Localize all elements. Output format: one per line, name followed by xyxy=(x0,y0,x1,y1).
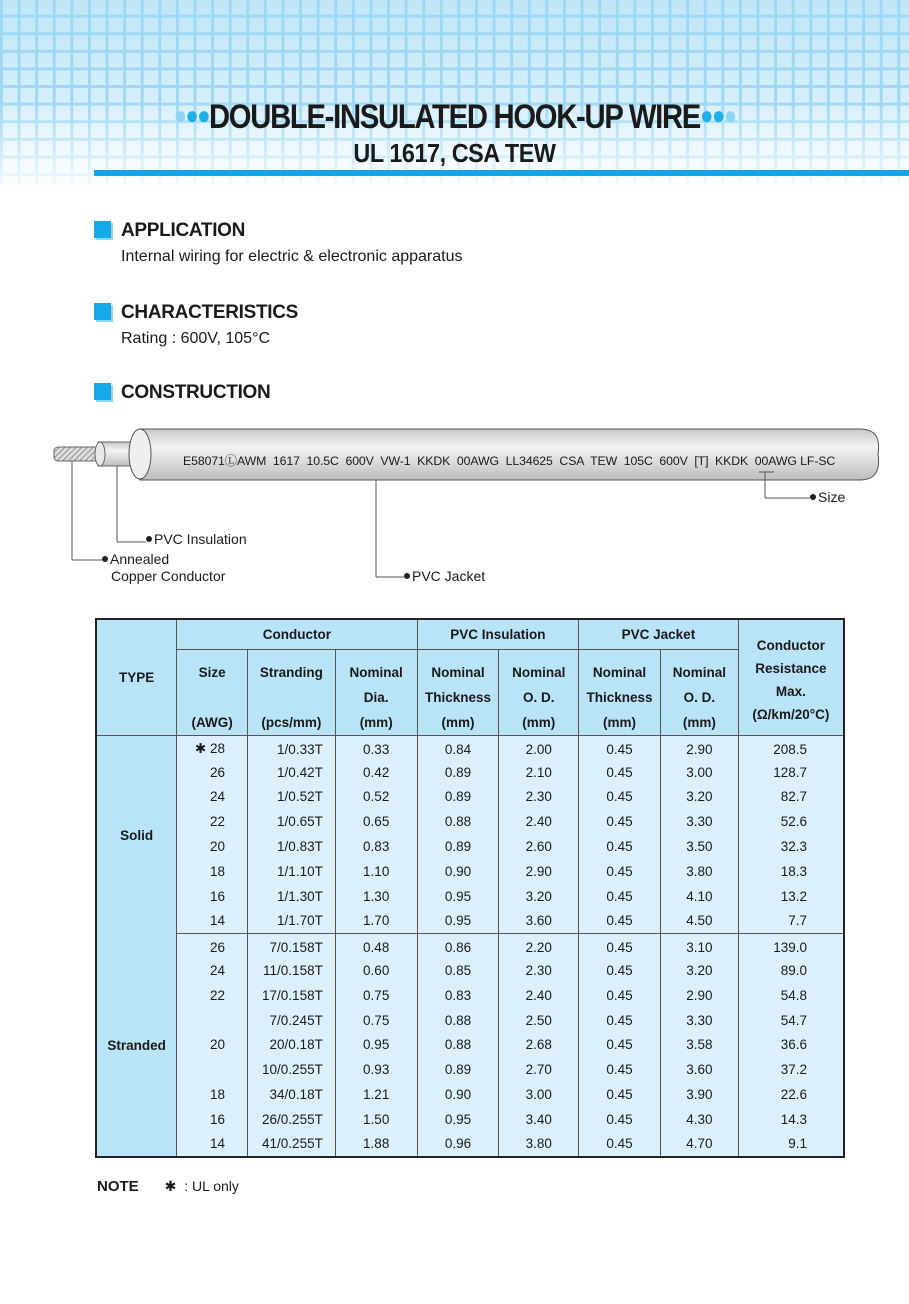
stranding-cell: 7/0.245T xyxy=(247,1008,335,1033)
resistance-cell: 13.2 xyxy=(738,884,844,909)
type-cell: Solid xyxy=(96,735,177,933)
size-cell: 26 xyxy=(177,933,248,958)
jac-od-cell: 3.00 xyxy=(660,760,738,785)
nominal-dia-cell: 0.42 xyxy=(335,760,417,785)
jac-thickness-cell: 0.45 xyxy=(579,933,661,958)
note-label: NOTE xyxy=(97,1178,139,1195)
resistance-cell: 22.6 xyxy=(738,1082,844,1107)
table-row xyxy=(96,884,844,909)
asterisk-icon: ✱ xyxy=(164,1178,177,1194)
nominal-dia-cell: 0.93 xyxy=(335,1057,417,1082)
size-cell: 20 xyxy=(177,834,248,859)
jac-od-cell: 3.58 xyxy=(660,1033,738,1058)
jac-od-cell: 3.90 xyxy=(660,1082,738,1107)
ins-thickness-cell: 0.95 xyxy=(417,884,499,909)
header-stranding: Stranding (pcs/mm) xyxy=(247,649,335,735)
size-cell: 22 xyxy=(177,809,248,834)
table-row xyxy=(96,909,844,934)
cable-diagram xyxy=(40,415,909,595)
pvc-jacket-label: PVC Jacket xyxy=(404,568,485,584)
size-cell xyxy=(177,1057,248,1082)
header-pvc-insulation: PVC Insulation xyxy=(417,619,579,649)
resistance-cell: 54.7 xyxy=(738,1008,844,1033)
characteristics-section xyxy=(94,302,298,348)
header-rule xyxy=(94,170,909,176)
ins-od-cell: 2.50 xyxy=(499,1008,579,1033)
nominal-dia-cell: 1.50 xyxy=(335,1107,417,1132)
table-row xyxy=(96,785,844,810)
ins-thickness-cell: 0.88 xyxy=(417,1033,499,1058)
size-cell: 24 xyxy=(177,785,248,810)
application-text: Internal wiring for electric & electronic apparatus xyxy=(121,248,463,265)
stranding-cell: 1/0.65T xyxy=(247,809,335,834)
stranding-cell: 7/0.158T xyxy=(247,933,335,958)
jac-thickness-cell: 0.45 xyxy=(579,983,661,1008)
table-row xyxy=(96,983,844,1008)
header-size: Size (AWG) xyxy=(177,649,248,735)
square-bullet-icon xyxy=(94,221,111,238)
jac-od-cell: 3.10 xyxy=(660,933,738,958)
square-bullet-icon xyxy=(94,303,111,320)
jac-od-cell: 4.10 xyxy=(660,884,738,909)
characteristics-heading: CHARACTERISTICS xyxy=(121,302,299,323)
ins-od-cell: 3.20 xyxy=(499,884,579,909)
jac-od-cell: 4.50 xyxy=(660,909,738,934)
ins-od-cell: 2.90 xyxy=(499,859,579,884)
application-section xyxy=(94,220,463,266)
header-nominal-dia: Nominal Dia. (mm) xyxy=(335,649,417,735)
size-cell: 20 xyxy=(177,1033,248,1058)
header-pvc-jacket: PVC Jacket xyxy=(579,619,739,649)
jac-od-cell: 3.30 xyxy=(660,809,738,834)
stranding-cell: 1/1.10T xyxy=(247,859,335,884)
resistance-cell: 208.5 xyxy=(738,735,844,760)
jac-thickness-cell: 0.45 xyxy=(579,735,661,760)
resistance-cell: 139.0 xyxy=(738,933,844,958)
ins-od-cell: 3.80 xyxy=(499,1132,579,1157)
size-cell: 22 xyxy=(177,983,248,1008)
ins-od-cell: 2.68 xyxy=(499,1033,579,1058)
jac-thickness-cell: 0.45 xyxy=(579,1033,661,1058)
jac-thickness-cell: 0.45 xyxy=(579,809,661,834)
nominal-dia-cell: 0.48 xyxy=(335,933,417,958)
size-cell: 14 xyxy=(177,909,248,934)
ins-thickness-cell: 0.89 xyxy=(417,760,499,785)
construction-section xyxy=(94,382,270,404)
size-cell: 18 xyxy=(177,1082,248,1107)
table-row xyxy=(96,1033,844,1058)
nominal-dia-cell: 0.75 xyxy=(335,983,417,1008)
table-row xyxy=(96,809,844,834)
table-row xyxy=(96,1132,844,1157)
spec-table xyxy=(95,618,845,1158)
ins-thickness-cell: 0.89 xyxy=(417,834,499,859)
dots-left-icon: ●●● xyxy=(173,100,209,130)
nominal-dia-cell: 1.10 xyxy=(335,859,417,884)
nominal-dia-cell: 0.33 xyxy=(335,735,417,760)
stranding-cell: 1/1.30T xyxy=(247,884,335,909)
resistance-cell: 82.7 xyxy=(738,785,844,810)
resistance-cell: 52.6 xyxy=(738,809,844,834)
resistance-cell: 7.7 xyxy=(738,909,844,934)
size-cell: 16 xyxy=(177,1107,248,1132)
size-cell: 16 xyxy=(177,884,248,909)
table-row xyxy=(96,933,844,958)
ins-od-cell: 2.40 xyxy=(499,983,579,1008)
ins-thickness-cell: 0.88 xyxy=(417,809,499,834)
header-ins-od: Nominal O. D. (mm) xyxy=(499,649,579,735)
page-title: ●●●DOUBLE-INSULATED HOOK-UP WIRE●●● xyxy=(173,98,736,136)
nominal-dia-cell: 0.52 xyxy=(335,785,417,810)
jac-od-cell: 3.60 xyxy=(660,1057,738,1082)
size-cell: 18 xyxy=(177,859,248,884)
ins-od-cell: 3.00 xyxy=(499,1082,579,1107)
ins-od-cell: 2.00 xyxy=(499,735,579,760)
table-row xyxy=(96,834,844,859)
nominal-dia-cell: 0.95 xyxy=(335,1033,417,1058)
ins-od-cell: 2.40 xyxy=(499,809,579,834)
table-row xyxy=(96,1107,844,1132)
header-jac-od: Nominal O. D. (mm) xyxy=(660,649,738,735)
table-row xyxy=(96,735,844,760)
ins-thickness-cell: 0.90 xyxy=(417,859,499,884)
resistance-cell: 32.3 xyxy=(738,834,844,859)
jac-od-cell: 4.30 xyxy=(660,1107,738,1132)
resistance-cell: 54.8 xyxy=(738,983,844,1008)
jac-od-cell: 3.50 xyxy=(660,834,738,859)
jac-thickness-cell: 0.45 xyxy=(579,958,661,983)
ins-thickness-cell: 0.89 xyxy=(417,785,499,810)
stranded-group xyxy=(96,933,844,1156)
resistance-cell: 36.6 xyxy=(738,1033,844,1058)
characteristics-text: Rating : 600V, 105°C xyxy=(121,330,271,347)
ins-od-cell: 3.60 xyxy=(499,909,579,934)
ins-od-cell: 2.30 xyxy=(499,958,579,983)
stranding-cell: 1/0.33T xyxy=(247,735,335,760)
nominal-dia-cell: 0.83 xyxy=(335,834,417,859)
stranding-cell: 11/0.158T xyxy=(247,958,335,983)
resistance-cell: 37.2 xyxy=(738,1057,844,1082)
ins-od-cell: 2.10 xyxy=(499,760,579,785)
nominal-dia-cell: 1.88 xyxy=(335,1132,417,1157)
construction-heading: CONSTRUCTION xyxy=(121,382,271,403)
ins-thickness-cell: 0.90 xyxy=(417,1082,499,1107)
ins-od-cell: 2.30 xyxy=(499,785,579,810)
ins-thickness-cell: 0.96 xyxy=(417,1132,499,1157)
header-ins-thickness: Nominal Thickness (mm) xyxy=(417,649,499,735)
nominal-dia-cell: 0.65 xyxy=(335,809,417,834)
size-cell xyxy=(177,1008,248,1033)
resistance-cell: 89.0 xyxy=(738,958,844,983)
ins-thickness-cell: 0.85 xyxy=(417,958,499,983)
footnote xyxy=(97,1178,239,1195)
jac-od-cell: 3.20 xyxy=(660,785,738,810)
stranding-cell: 1/0.52T xyxy=(247,785,335,810)
ins-thickness-cell: 0.83 xyxy=(417,983,499,1008)
jac-thickness-cell: 0.45 xyxy=(579,785,661,810)
ins-thickness-cell: 0.95 xyxy=(417,1107,499,1132)
cable-marking-text: E58071ⓁAWM 1617 10.5C 600V VW-1 KKDK 00AWG LL34625 CSA TEW 105C 600V [T] KKDK 00AWG LF-SC xyxy=(183,454,836,468)
jac-od-cell: 3.20 xyxy=(660,958,738,983)
stranding-cell: 20/0.18T xyxy=(247,1033,335,1058)
note-text: : UL only xyxy=(184,1178,239,1194)
stranding-cell: 1/0.83T xyxy=(247,834,335,859)
header-jac-thickness: Nominal Thickness (mm) xyxy=(579,649,661,735)
header-type: TYPE xyxy=(96,619,177,735)
ins-od-cell: 2.60 xyxy=(499,834,579,859)
jac-thickness-cell: 0.45 xyxy=(579,1008,661,1033)
size-cell: 14 xyxy=(177,1132,248,1157)
type-cell: Stranded xyxy=(96,933,177,1156)
stranding-cell: 26/0.255T xyxy=(247,1107,335,1132)
jac-thickness-cell: 0.45 xyxy=(579,1082,661,1107)
jac-od-cell: 2.90 xyxy=(660,735,738,760)
size-label: Size xyxy=(810,489,845,505)
table-row xyxy=(96,1082,844,1107)
pvc-insulation-label: PVC Insulation xyxy=(146,531,247,547)
table-row xyxy=(96,958,844,983)
stranding-cell: 41/0.255T xyxy=(247,1132,335,1157)
jac-thickness-cell: 0.45 xyxy=(579,909,661,934)
ins-thickness-cell: 0.86 xyxy=(417,933,499,958)
stranding-cell: 10/0.255T xyxy=(247,1057,335,1082)
jac-od-cell: 4.70 xyxy=(660,1132,738,1157)
ins-od-cell: 2.70 xyxy=(499,1057,579,1082)
resistance-cell: 14.3 xyxy=(738,1107,844,1132)
jac-thickness-cell: 0.45 xyxy=(579,760,661,785)
conductor-label: Annealed Copper Conductor xyxy=(102,551,225,585)
header-resistance: Conductor Resistance Max. (Ω/km/20°C) xyxy=(738,619,844,735)
stranding-cell: 34/0.18T xyxy=(247,1082,335,1107)
ins-thickness-cell: 0.89 xyxy=(417,1057,499,1082)
jac-thickness-cell: 0.45 xyxy=(579,884,661,909)
jac-od-cell: 3.30 xyxy=(660,1008,738,1033)
ins-thickness-cell: 0.84 xyxy=(417,735,499,760)
size-cell: ✱ 28 xyxy=(177,735,248,760)
table-row xyxy=(96,859,844,884)
jac-thickness-cell: 0.45 xyxy=(579,834,661,859)
resistance-cell: 18.3 xyxy=(738,859,844,884)
stranding-cell: 1/1.70T xyxy=(247,909,335,934)
application-heading: APPLICATION xyxy=(121,220,246,241)
ins-thickness-cell: 0.88 xyxy=(417,1008,499,1033)
stranding-cell: 17/0.158T xyxy=(247,983,335,1008)
dots-right-icon: ●●● xyxy=(700,100,736,130)
ins-thickness-cell: 0.95 xyxy=(417,909,499,934)
table-row xyxy=(96,1008,844,1033)
jac-thickness-cell: 0.45 xyxy=(579,1057,661,1082)
nominal-dia-cell: 0.60 xyxy=(335,958,417,983)
stranding-cell: 1/0.42T xyxy=(247,760,335,785)
header-conductor: Conductor xyxy=(177,619,417,649)
ins-od-cell: 2.20 xyxy=(499,933,579,958)
jac-thickness-cell: 0.45 xyxy=(579,1132,661,1157)
page-subtitle: UL 1617, CSA TEW xyxy=(353,138,556,168)
table-row xyxy=(96,1057,844,1082)
nominal-dia-cell: 1.21 xyxy=(335,1082,417,1107)
jac-thickness-cell: 0.45 xyxy=(579,859,661,884)
nominal-dia-cell: 1.70 xyxy=(335,909,417,934)
nominal-dia-cell: 1.30 xyxy=(335,884,417,909)
resistance-cell: 9.1 xyxy=(738,1132,844,1157)
jac-od-cell: 2.90 xyxy=(660,983,738,1008)
jac-od-cell: 3.80 xyxy=(660,859,738,884)
resistance-cell: 128.7 xyxy=(738,760,844,785)
jac-thickness-cell: 0.45 xyxy=(579,1107,661,1132)
table-row xyxy=(96,760,844,785)
size-cell: 24 xyxy=(177,958,248,983)
nominal-dia-cell: 0.75 xyxy=(335,1008,417,1033)
ins-od-cell: 3.40 xyxy=(499,1107,579,1132)
solid-group xyxy=(96,735,844,933)
square-bullet-icon xyxy=(94,383,111,400)
size-cell: 26 xyxy=(177,760,248,785)
